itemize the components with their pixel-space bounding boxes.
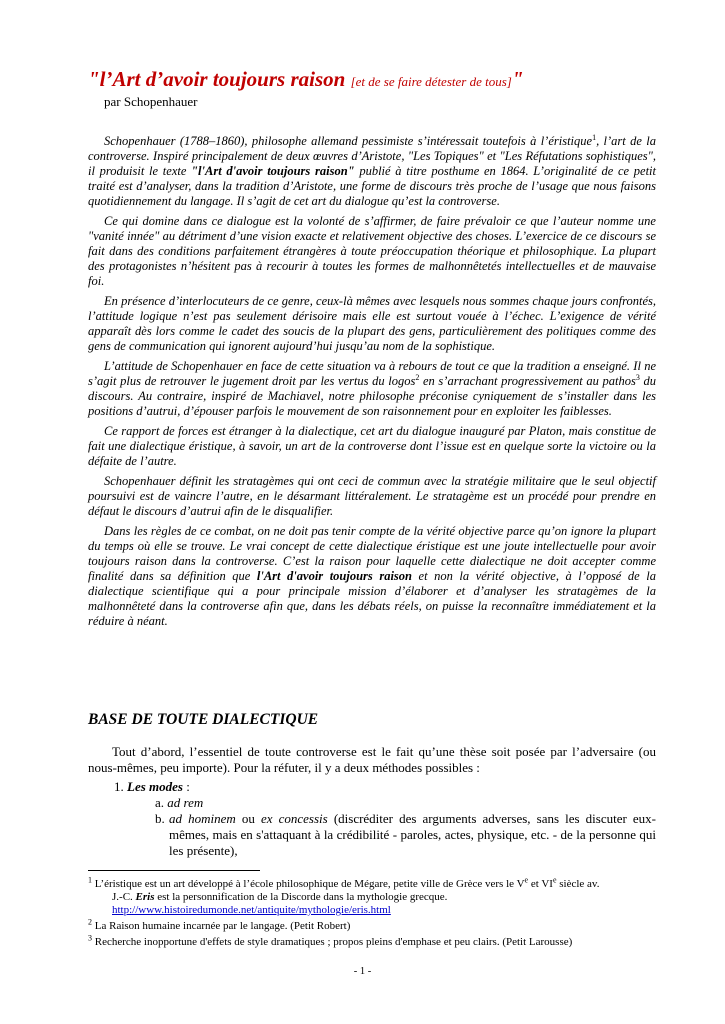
footnote-ref-1[interactable]: 1: [592, 132, 597, 142]
list-label-suffix: :: [182, 779, 190, 794]
page-number: - 1 -: [353, 966, 372, 977]
footnote-ref-2[interactable]: 2: [415, 372, 420, 382]
footnote-1-text-b: et VI: [528, 878, 553, 890]
sublist-marker-b: b.: [155, 811, 165, 826]
intro-paragraph-4: [88, 359, 656, 419]
introduction: [88, 134, 656, 634]
intro-p1-bold-title: "l'Art d'avoir toujours raison": [191, 164, 355, 178]
sublist-marker-a: a.: [155, 795, 165, 810]
list-item-modes: [114, 779, 190, 795]
section-heading: BASE DE TOUTE DIALECTIQUE: [88, 711, 319, 728]
intro-p4-text-a: L’attitude de Schopenhauer en face de cette situation va à rebours de tout ce que la tradition a enseigné. Il ne s’agit plus de retrouver le jugement droit par les vertus du logos: [88, 359, 656, 388]
title-subtitle: [et de se faire détester de tous]: [350, 74, 512, 89]
footnote-3: [88, 933, 656, 949]
footnote-divider: [88, 870, 260, 871]
list-number: 1.: [114, 779, 124, 794]
sublist-b-italic-1: ad hominem: [169, 811, 236, 826]
intro-p4-text-c: du discours. Au contraire, inspiré de Machiavel, notre philosophe préconise cyniquement de s’installer dans les positions d’autrui, d’épouser parfois le mouvement de son raisonnement pour en exploiter les faiblesses.: [88, 374, 657, 418]
footnote-1-bold-eris: Eris: [135, 891, 155, 903]
intro-paragraph-1: [88, 134, 656, 209]
intro-paragraph-2: Ce qui domine dans ce dialogue est la volonté de s’affirmer, de faire prévaloir ce que l’auteur nomme une "vanité innée" au détriment d’une vision exacte et relativement objective des choses. L’exercice de ce discours se fait dans des conditions parfaitement étrangères à toute préoccupation théorique et philosophique. La plupart des protagonistes n’hésitent pas à recourir à toutes les formes de malhonnêtetés intellectuelles et de mauvaise foi.: [88, 214, 656, 288]
intro-paragraph-6: Schopenhauer définit les stratagèmes qui ont ceci de commun avec la stratégie militaire que le seul objectif poursuivi est de vaincre l’autre, en le désarmant littéralement. Le stratagème est un procédé pour prendre en défaut le discours d’autrui afin de le disqualifier.: [88, 474, 656, 518]
intro-paragraph-5: Ce rapport de forces est étranger à la dialectique, cet art du dialogue inauguré par Platon, mais constitue de fait une dialectique éristique, à savoir, un art de la controverse dont l’issue est en quelque sorte la victoire ou la défaite de l’autre.: [88, 424, 656, 468]
footnotes: [88, 875, 656, 952]
sublist-text-a: ad rem: [167, 795, 204, 810]
title-close-quote: ": [511, 67, 524, 91]
footnote-1-text-c: siècle av.: [556, 878, 600, 890]
footnote-1: [88, 875, 656, 891]
footnote-3-number: 3: [88, 933, 92, 943]
footnote-1-text-d: J.-C.: [112, 891, 136, 903]
footnote-1-sup-e2: e: [552, 875, 557, 885]
document-title: [88, 66, 524, 95]
author-line: par Schopenhauer: [104, 94, 198, 109]
intro-p7-bold-title: l'Art d'avoir toujours raison: [256, 569, 412, 583]
intro-p7-text-a: Dans les règles de ce combat, on ne doit pas tenir compte de la vérité objective parce qu’on ignore la plupart du temps où elle se trouve. Le vrai concept de cette dialectique éristique est une joute intellectuelle pour avoir toujours raison dans la controverse. C’est la raison pour laquelle cette dialectique ne doit accepter comme finalité dans sa définition que: [88, 524, 656, 583]
sublist-b-mid: ou: [235, 811, 261, 826]
intro-paragraph-3: En présence d’interlocuteurs de ce genre, ceux-là mêmes avec lesquels nous sommes chaque jours confrontés, l’attitude logique n’est pas seulement dérisoire mais elle est surtout vouée à l’échec. L’exigence de vérité apparaît dès lors comme le cadet des soucis de la plupart des gens, particulièrement des politiques comme des gens de communication qui ignorent aujourd’hui jusqu’au nom de la sophistique.: [88, 294, 656, 353]
footnote-3-text: Recherche inopportune d'effets de style dramatiques ; propos pleins d'emphase et peu clairs. (Petit Larousse): [92, 936, 573, 948]
sublist-b-rest: (discréditer des arguments adverses, sans les discuter eux-mêmes, mais en s'attaquant à la crédibilité - paroles, actes, physique, etc. - de la personne qui les présente),: [169, 811, 657, 858]
intro-p7-text-b: et non la vérité objective, à l’opposé de la dialectique scientifique qui a pour principale mission d’élaborer et d’analyser les stratagèmes de la malhonnêteté dans la controverse afin que, dans les débats réels, on puisse la reconnaître immédiatement et la réduire à néant.: [88, 569, 656, 628]
footnote-ref-3[interactable]: 3: [635, 372, 640, 382]
sublist-b-italic-2: ex concessis: [260, 811, 328, 826]
intro-p1-text-c: publié à titre posthume en 1864. L’originalité de ce petit traité est d’analyser, dans la tradition d’Aristote, une forme de discours très proche de l’usage que nous faisons quotidiennement du langage. Il s’agit de cet art du dialogue qu’est la controverse.: [88, 164, 656, 208]
section-paragraph: Tout d’abord, l’essentiel de toute controverse est le fait qu’une thèse soit posée par l’adversaire (ou nous-mêmes, peu importe). Pour la réfuter, il y a deux méthodes possibles :: [88, 744, 656, 775]
sublist-item-b: [155, 811, 656, 859]
footnote-2-text: La Raison humaine incarnée par le langage. (Petit Robert): [92, 920, 351, 932]
footnote-1-text-a: L’éristique est un art développé à l’école philosophique de Mégare, petite ville de Grèce vers le V: [92, 878, 525, 890]
footnote-1-link[interactable]: http://www.histoiredumonde.net/antiquite/mythologie/eris.html: [112, 904, 391, 916]
intro-p1-text-a: Schopenhauer (1788–1860), philosophe allemand pessimiste s’intéressait toutefois à l’éristique: [104, 134, 593, 148]
footnote-1-text-e: est la personnification de la Discorde dans la mythologie grecque.: [154, 891, 448, 903]
footnote-1-continued: [88, 891, 656, 917]
title-main: "l’Art d’avoir toujours raison: [88, 67, 346, 91]
intro-p1-text-b: , l’art de la controverse. Inspiré principalement de deux œuvres d’Aristote, "Les Topiques" et "Les Réfutations sophistiques", il produisit le texte: [88, 134, 656, 178]
intro-p4-text-b: en s’arrachant progressivement au pathos: [419, 374, 636, 388]
intro-paragraph-7: [88, 524, 656, 629]
sublist-text-b: [169, 811, 656, 859]
footnote-1-sup-e1: e: [524, 875, 529, 885]
sublist-item-a: [155, 795, 203, 811]
footnote-2: [88, 917, 656, 933]
list-label-modes: Les modes: [127, 779, 183, 794]
footnote-1-number: 1: [88, 875, 92, 885]
footnote-2-number: 2: [88, 917, 92, 927]
